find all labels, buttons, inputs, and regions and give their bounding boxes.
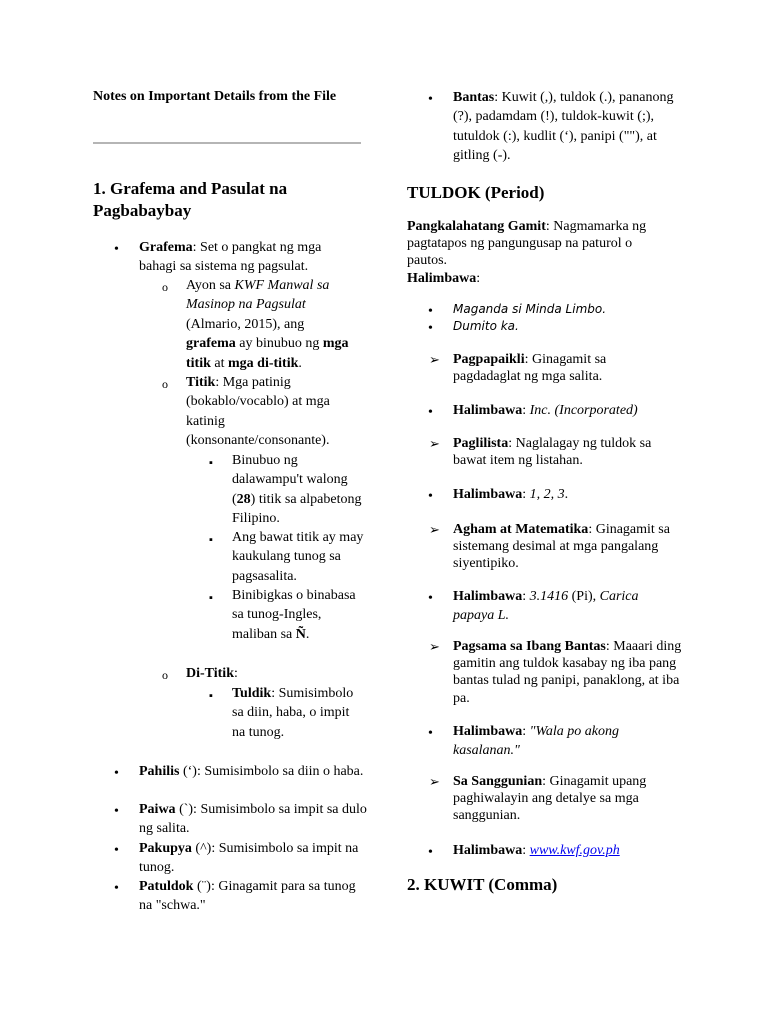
text: : [522,403,527,418]
term: mga titik [186,336,349,371]
term: grafema [186,336,236,352]
list-item-sound: Ang bawat titik ay may kaukulang tunog sa pagsasalita. [232,530,364,584]
text: . [564,487,569,502]
example: Carica papaya L. [453,589,639,624]
term-paiwa: Paiwa [139,802,176,817]
definition: : Ginagamit upang paghiwalayin ang detalye sa mga sanggunian. [453,774,647,824]
example-1: Maganda si Minda Limbo. [453,302,607,316]
term-bantas: Bantas [453,90,495,105]
text: ) titik sa alpabetong Filipino. [232,491,362,527]
list-item-agham [453,521,683,573]
arrow-bullet-icon [429,520,440,540]
halimbawa-label: Halimbawa [453,589,523,604]
halimbawa-label: Halimbawa [453,843,523,858]
list-item-di-titik [186,664,356,683]
text: : [522,843,527,858]
term: Agham at Matematika [453,522,589,537]
number: 28 [236,491,251,507]
bullet-icon [428,487,433,506]
example: "Wala po akong kasalanan." [453,724,619,759]
term-tuldik: Tuldik [232,686,272,701]
divider [93,142,361,144]
text: Ayon sa [186,278,235,293]
term: Sa Sanggunian [453,774,543,789]
circle-bullet-icon [162,375,168,394]
definition: (^): Sumisimbolo sa impit na tunog. [139,841,359,876]
term: mga di-titik [228,355,299,371]
source-title: KWF Manwal sa Masinop na Pagsulat [186,278,330,313]
term-di-titik: Di-Titik [186,666,234,681]
text: : [522,487,527,502]
list-item-pronounce [232,586,364,644]
definition: (¨): Ginagamit para sa tunog na "schwa." [139,879,356,914]
term-pakupya: Pakupya [139,841,192,856]
term-titik: Titik [186,375,216,390]
bullet-icon [428,843,433,862]
example: 1, 2, 3 [529,487,565,502]
text: Binibigkas o binabasa sa tunog-Ingles, maliban sa [232,588,356,642]
term: Paglilista [453,436,509,451]
text: (Almario, 2015), ang [186,316,305,332]
list-item-sanggunian [453,773,683,825]
list-item-titik [186,373,356,451]
list-item-paiwa [139,800,367,839]
term: Pagpapaikli [453,352,525,367]
square-bullet-icon [209,453,213,473]
arrow-bullet-icon [429,637,440,657]
list-item-pagsama [453,638,683,707]
definition: : Maaari ding gamitin ang tuldok kasabay ng iba pang bantas tulad ng panipi, panaklong, at iba pa. [453,639,682,706]
definition: : Mga patinig (bokablo/vocablo) at mga katinig (konsonante/consonante). [186,375,330,449]
definition: : Nagmamarka ng pagtatapos ng pangungusap na paturol o pautos. [407,219,647,269]
definition: (`): Sumisimbolo sa impit sa dulo ng salita. [139,802,367,837]
section-1-heading: 1. Grafema and Pasulat na Pagbabaybay [93,179,288,220]
term-pahilis: Pahilis [139,764,180,779]
text: . [305,626,310,642]
text: at [210,355,228,371]
text: . [298,355,302,371]
square-bullet-icon [209,686,213,706]
text: : [522,589,527,604]
list-item-pahilis [139,762,364,781]
definition: : Kuwit (,), tuldok (.), pananong (?), padamdam (!), tuldok-kuwit (;), tutuldok (:), kudlit (‘), panipi (""), at gitling (-). [453,90,674,164]
term: Pangkalahatang Gamit [407,219,546,234]
bullet-icon [428,90,433,109]
example: Inc. (Incorporated) [529,403,638,418]
notes-title: Notes on Important Details from the File [93,89,337,104]
square-bullet-icon [209,530,213,550]
bullet-icon [114,841,119,860]
list-item-pakupya [139,839,367,878]
example: 3.1416 [529,589,569,604]
arrow-bullet-icon [429,772,440,792]
list-item-pagpapaikli [453,351,673,385]
list-item-bantas [453,88,683,166]
halimbawa-3 [453,587,673,626]
term-patuldok: Patuldok [139,879,194,894]
bullet-icon [428,589,433,608]
list-item-patuldok [139,877,359,916]
text: Binubuo ng dalawampu't walong ( [232,453,348,507]
halimbawa-1 [453,401,683,420]
halimbawa-label: Halimbawa [407,270,477,286]
arrow-bullet-icon [429,434,440,454]
tuldok-heading: TULDOK (Period) [407,183,545,202]
circle-bullet-icon [162,666,168,685]
list-item-ayon [186,276,356,373]
definition: : Ginagamit sa pagdadaglat ng mga salita. [453,352,607,385]
bullet-icon [114,240,119,259]
bullet-icon [428,724,433,743]
bullet-icon [114,802,119,821]
list-item-grafema [139,238,359,277]
bullet-icon [114,879,119,898]
definition: : Set o pangkat ng mga bahagi sa sistema ng pagsulat. [139,240,322,275]
definition: : Naglalagay ng tuldok sa bawat item ng listahan. [453,436,652,469]
kwf-link[interactable]: www.kwf.gov.ph [529,843,620,858]
text: (Pi), [568,589,600,604]
list-item-paglilista [453,435,683,469]
halimbawa-label: Halimbawa [453,487,523,502]
halimbawa-5 [453,841,683,860]
text: : [522,724,527,739]
circle-bullet-icon [162,278,168,297]
example-2: Dumito ka. [453,319,519,333]
term-grafema: Grafema [139,240,193,255]
bullet-icon [428,319,433,338]
definition: : Sumisimbolo sa diin, haba, o impit na tunog. [232,686,354,740]
arrow-bullet-icon [429,350,440,370]
square-bullet-icon [209,588,213,608]
list-item-28-letters [232,451,364,529]
bullet-icon [114,764,119,783]
kuwit-heading: 2. KUWIT (Comma) [407,875,558,894]
definition: : Ginagamit sa sistemang desimal at mga pangalang siyentipiko. [453,522,670,572]
halimbawa-2 [453,485,683,504]
text: : [476,270,481,286]
list-item-tuldik [232,684,358,742]
halimbawa-4 [453,722,663,761]
text: ay binubuo ng [235,336,323,352]
text: : [233,666,238,681]
term: Pagsama sa Ibang Bantas [453,639,606,654]
pangkalahatang-gamit [407,218,675,287]
letter: Ñ [295,626,306,642]
definition: (‘): Sumisimbolo sa diin o haba. [179,764,364,779]
halimbawa-label: Halimbawa [453,403,523,418]
halimbawa-label: Halimbawa [453,724,523,739]
bullet-icon [428,403,433,422]
